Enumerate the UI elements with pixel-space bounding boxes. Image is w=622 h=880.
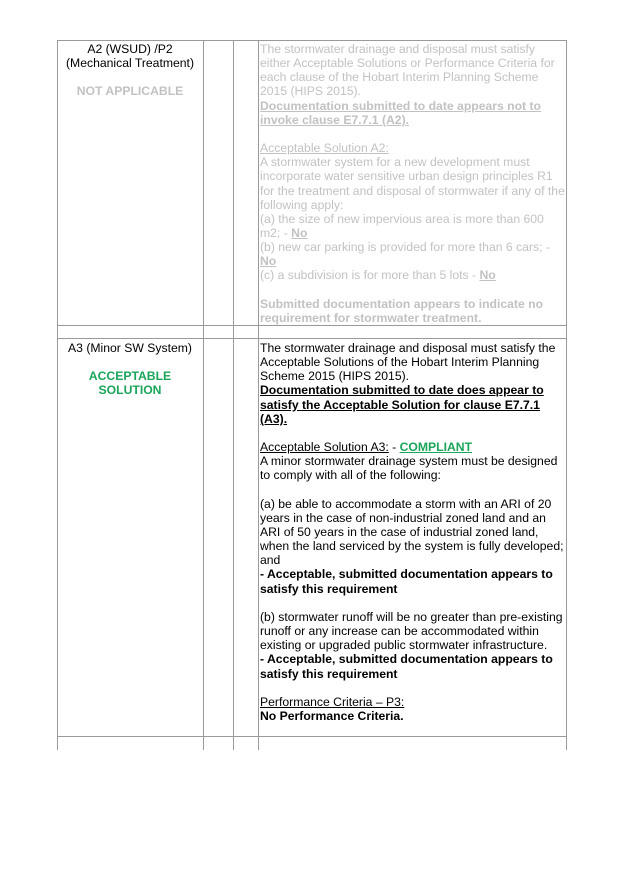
row-a3-intro: The stormwater drainage and disposal must satisfy the Acceptable Solutions of the Hobart Interim Planning Scheme 2015 (HIPS 2015). xyxy=(260,341,556,384)
row-a3-solution-text: A minor stormwater drainage system must be designed to comply with all of the following: xyxy=(260,454,558,483)
row-a3-label: A3 (Minor SW System) xyxy=(68,341,192,355)
row-a2-text xyxy=(260,42,566,325)
row-a3-text xyxy=(260,341,566,723)
column-divider xyxy=(566,40,567,750)
condition-answer: No xyxy=(260,254,277,269)
row-a2-label xyxy=(58,42,202,70)
column-divider xyxy=(258,40,259,750)
row-a2-status: NOT APPLICABLE xyxy=(76,84,184,98)
row-a2-label-line2: (Mechanical Treatment) xyxy=(65,56,195,70)
row-a2-solution-heading: Acceptable Solution A2: xyxy=(260,141,389,156)
row-divider xyxy=(57,325,567,326)
row-a3-status-line1: ACCEPTABLE xyxy=(88,369,172,383)
row-a2-condition-a: (a) the size of new impervious area is more than 600 m2; - No xyxy=(260,211,544,241)
row-a3-item-a-response: - Acceptable, submitted documentation appears to satisfy this requirement xyxy=(260,567,553,596)
row-a3-finding: Documentation submitted to date does appear to satisfy the Acceptable Solution for clause E7.7.1 (A3). xyxy=(260,383,544,426)
row-a3-performance-heading: Performance Criteria – P3: xyxy=(260,694,405,709)
row-a3-performance-text: No Performance Criteria. xyxy=(260,709,404,723)
row-a2-condition-c: (c) a subdivision is for more than 5 lots - No xyxy=(260,268,496,283)
row-divider xyxy=(57,338,567,339)
condition-answer: No xyxy=(291,226,308,241)
row-a3-item-b: (b) stormwater runoff will be no greater than pre-existing runoff or any increase can be accommodated within existing or upgraded public stormwater infrastructure. xyxy=(260,609,563,653)
row-a3-item-b-response: - Acceptable, submitted documentation appears to satisfy this requirement xyxy=(260,652,553,681)
condition-answer: No xyxy=(479,268,496,283)
row-divider xyxy=(57,40,567,41)
column-divider xyxy=(203,40,204,750)
compliance-badge: COMPLIANT xyxy=(399,440,473,455)
row-a2-intro: The stormwater drainage and disposal must satisfy either Acceptable Solutions or Performance Criteria for each clause of the Hobart Interim Planning Scheme 2015 (HIPS 2015). xyxy=(260,42,555,99)
row-a3-status-line2: SOLUTION xyxy=(98,383,162,397)
row-a3-status xyxy=(58,369,202,397)
row-a3-item-a: (a) be able to accommodate a storm with an ARI of 20 years in the case of non-industrial zoned land and an ARI of 50 years in the case of industrial zoned land, when the land serviced by the system is fully developed; and xyxy=(260,496,564,568)
row-a2-condition-b: (b) new car parking is provided for more than 6 cars; - No xyxy=(260,240,550,269)
row-a2-conclusion: Submitted documentation appears to indicate no requirement for stormwater treatment. xyxy=(260,296,544,325)
row-divider xyxy=(57,736,567,737)
row-a2-solution-text: A stormwater system for a new development must incorporate water sensitive urban design principles R1 for the treatment and disposal of stormwater if any of the following apply: xyxy=(260,155,565,212)
column-divider xyxy=(233,40,234,750)
row-a2-finding: Documentation submitted to date appears not to invoke clause E7.7.1 (A2). xyxy=(260,98,542,127)
row-a3-solution-heading: Acceptable Solution A3: - COMPLIANT xyxy=(260,440,473,455)
row-a2-label-line1: A2 (WSUD) /P2 xyxy=(87,42,173,56)
